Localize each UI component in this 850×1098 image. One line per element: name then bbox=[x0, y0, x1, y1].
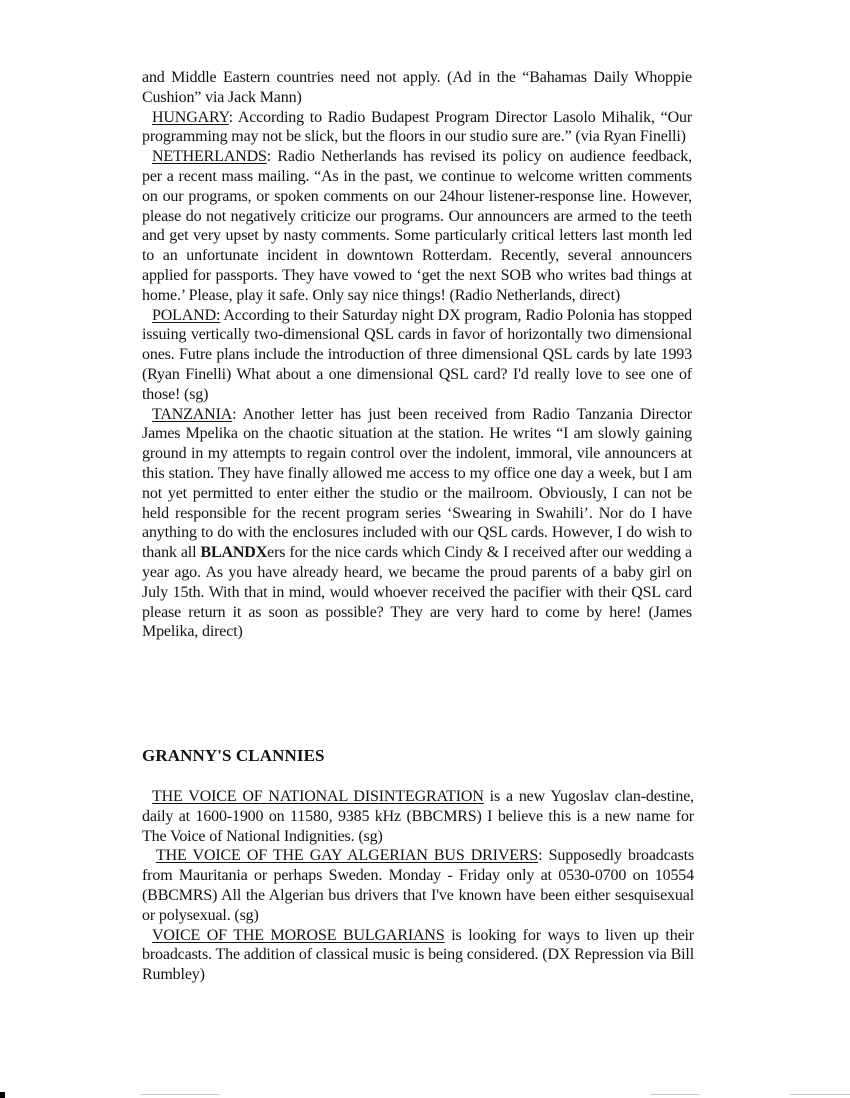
station-heading: VOICE OF THE MOROSE BULGARIANS bbox=[152, 926, 445, 944]
paragraph-poland bbox=[142, 306, 692, 405]
paragraph-text: According to Radio Budapest Program Director Lasolo Mihalik, “Our programming may not be slick, but the floors in our studio sure are.” (via Ryan Finelli) bbox=[142, 108, 692, 146]
paragraph-text: ers for the nice cards which Cindy & I received after our wedding a year ago. As you have already heard, we became the proud parents of a baby girl on July 15th. With that in mind, would whoever received the pacifier with their QSL card please return it as soon as possible? They are very hard to come by here! (James Mpelika, direct) bbox=[142, 544, 692, 641]
paragraph-tanzania: TANZANIA: Another letter has just been received from Radio Tanzania Director James Mpelika on the chaotic situation at the station. He writes “I am slowly gaining ground in my attempts to regain control over the indolent, immoral, vile announcers at this station. They have finally allowed me access to my office one day a week, but I am not yet permitted to enter either the studio or the mailroom. Obviously, I can not be held responsible for the recent program series ‘Swearing in Swahili’. Nor do I have anything to do with the enclosures included with our QSL cards. However, I do wish to thank all BLANDXers for the nice cards which Cindy & I received after our wedding a year ago. As you have already heard, we became the proud parents of a baby girl on July 15th. With that in mind, would whoever received the pacifier with their QSL card please return it as soon as possible? They are very hard to come by here! (James Mpelika, direct) bbox=[142, 405, 692, 641]
paragraph-text: Another letter has just been received from Radio Tanzania Director James Mpelika on the chaotic situation at the station. He writes “I am slowly gaining ground in my attempts to regain control over the indolent, immoral, vile announcers at this station. They have finally allowed me access to my office one day a week, but I am not yet permitted to enter either the studio or the mailroom. Obviously, I can not be held responsible for the recent program series ‘Swearing in Swahili’. Nor do I have anything to do with the enclosures included with our QSL cards. However, I do wish to thank all bbox=[142, 405, 692, 562]
bold-term: BLANDX bbox=[200, 544, 268, 562]
paragraph-text: Supposedly broadcasts from Mauritania or perhaps Sweden. Monday - Friday only at 0530-0700 on 10554 (BBCMRS) All the Algerian bus drivers that I've known have been either sesquisexual or polysexual. (sg) bbox=[142, 847, 695, 924]
paragraph-text: is a new Yugoslav clan-destine, daily at 1600-1900 on 11580, 9385 kHz (BBCMRS) I believe this is a new name for The Voice of National Indignities. (sg) bbox=[142, 788, 694, 845]
paragraph-continuation bbox=[142, 68, 692, 108]
paragraph-text: and Middle Eastern countries need not apply. (Ad in the “Bahamas Daily Whoppie Cushion” via Jack Mann) bbox=[142, 69, 692, 106]
paragraph-national-disintegration bbox=[142, 787, 694, 846]
paragraph-gay-algerian-bus-drivers: THE VOICE OF THE GAY ALGERIAN BUS DRIVERS: Supposedly broadcasts from Mauritania or perhaps Sweden. Monday - Friday only at 0530-0700 on 10554 (BBCMRS) All the Algerian bus drivers that I've known have been either sesquisexual or polysexual. (sg) bbox=[142, 847, 695, 924]
country-heading: HUNGARY bbox=[152, 108, 229, 126]
clandestine-column bbox=[142, 787, 694, 985]
scan-artifact-line bbox=[790, 1094, 850, 1095]
station-heading: THE VOICE OF THE GAY ALGERIAN BUS DRIVERS bbox=[156, 847, 539, 865]
country-heading: NETHERLANDS bbox=[152, 148, 267, 166]
paragraph-text: is looking for ways to liven up their broadcasts. The addition of classical music is being considered. (DX Repression via Bill Rumbley) bbox=[142, 926, 694, 984]
paragraph-text: According to their Saturday night DX program, Radio Polonia has stopped issuing vertically two-dimensional QSL cards in favor of horizontally two dimensional ones. Futre plans include the introduction of three dimensional QSL cards by late 1993 (Ryan Finelli) What about a one dimensional QSL card? I'd really love to see one of those! (sg) bbox=[142, 306, 692, 403]
paragraph-text: Radio Netherlands has revised its policy on audience feedback, per a recent mass mailing. “As in the past, we continue to welcome written comments on our programs, or spoken comments on our 24hour listener-response line. However, please do not negatively criticize our programs. Our announcers are armed to the teeth and get very upset by nasty comments. Some particularly critical letters last month led to an unfortunate incident in downtown Rotterdam. Recently, several announcers applied for passports. They have vowed to ‘get the next SOB who writes bad things at home.’ Please, play it safe. Only say nice things! (Radio Netherlands, direct) bbox=[142, 148, 692, 304]
paragraph-hungary: HUNGARY: According to Radio Budapest Program Director Lasolo Mihalik, “Our programming may not be slick, but the floors in our studio sure are.” (via Ryan Finelli) bbox=[142, 108, 692, 146]
paragraph-netherlands: NETHERLANDS: Radio Netherlands has revised its policy on audience feedback, per a recent mass mailing. “As in the past, we continue to welcome written comments on our programs, or spoken comments on our 24hour listener-response line. However, please do not negatively criticize our programs. Our announcers are armed to the teeth and get very upset by nasty comments. Some particularly critical letters last month led to an unfortunate incident in downtown Rotterdam. Recently, several announcers applied for passports. They have vowed to ‘get the next SOB who writes bad things at home.’ Please, play it safe. Only say nice things! (Radio Netherlands, direct) bbox=[142, 148, 692, 304]
section-heading: GRANNY'S CLANNIES bbox=[142, 746, 325, 765]
scan-artifact-line bbox=[650, 1094, 700, 1095]
station-heading: THE VOICE OF NATIONAL DISINTEGRATION bbox=[152, 788, 484, 805]
scan-artifact-line bbox=[140, 1094, 220, 1095]
country-heading: TANZANIA bbox=[152, 405, 233, 423]
paragraph-morose-bulgarians bbox=[142, 926, 694, 985]
country-heading: POLAND: bbox=[152, 306, 221, 324]
scan-edge-mark bbox=[0, 1092, 5, 1098]
news-column bbox=[142, 68, 692, 642]
